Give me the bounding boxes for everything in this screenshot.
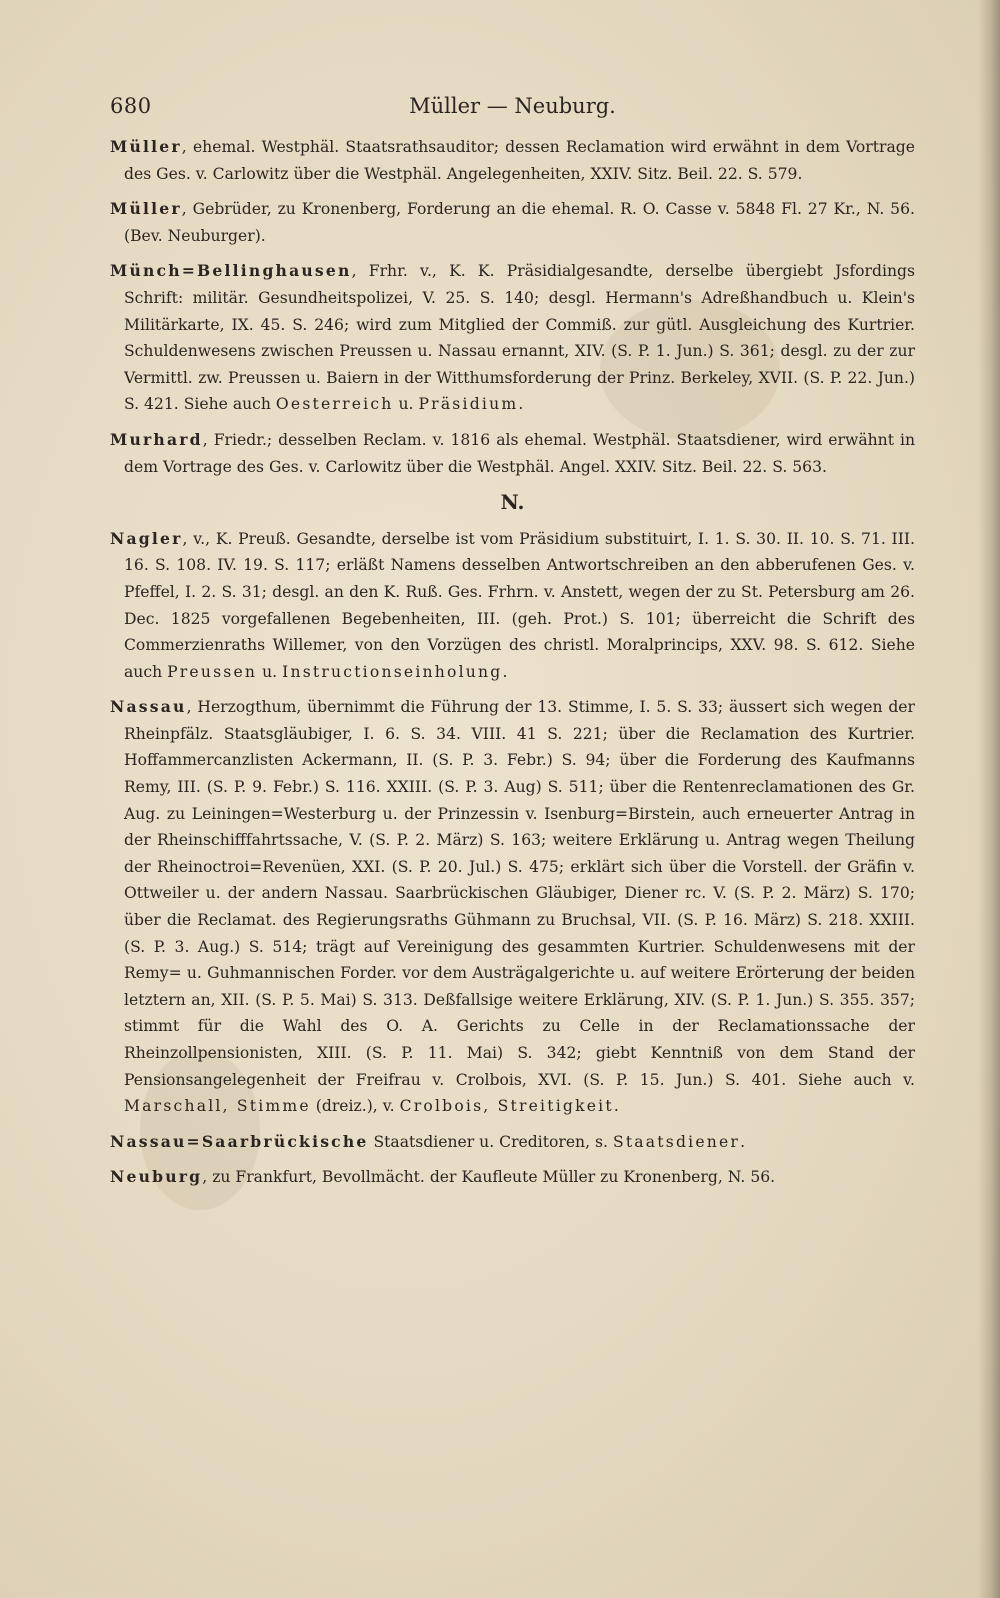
cross-reference: Staatsdiener xyxy=(612,1132,741,1151)
index-entry xyxy=(110,196,915,249)
page-header xyxy=(110,94,915,128)
entry-headword: Murhard xyxy=(110,429,203,449)
entry-body: , Gebrüder, zu Kronenberg, Forderung an die ehemal. R. O. Casse v. 5848 Fl. 27 Kr., N. 56. (Bev. Neuburger). xyxy=(124,200,915,245)
index-entry xyxy=(110,258,915,418)
entry-body: , zu Frankfurt, Bevollmächt. der Kaufleute Müller zu Kronenberg, N. 56. xyxy=(202,1168,776,1187)
entry-headword: Nassau xyxy=(110,697,187,717)
entry-end: . xyxy=(518,395,524,414)
entry-headword: Müller xyxy=(110,199,182,219)
entry-headword: Nagler xyxy=(110,528,183,548)
index-entry xyxy=(110,694,915,1120)
index-entry xyxy=(110,1164,915,1191)
page-number: 680 xyxy=(110,94,152,118)
entry-body: , ehemal. Westphäl. Staatsrathsauditor; dessen Reclamation wird erwähnt in dem Vortrage des Ges. v. Carlowitz über die Westphäl. Angelegenheiten, XXIV. Sitz. Beil. 22. S. 579. xyxy=(124,138,915,183)
entry-body: , Frhr. v., K. K. Präsidialgesandte, derselbe übergiebt Jsfordings Schrift: militär. Gesundheitspolizei, V. 25. S. 140; desgl. Hermann's Adreßhandbuch u. Klein's Militärkarte, IX. 45. S. 246; wird zum Mitglied der Commiß. zur gütl. Ausgleichung des Kurtrier. Schuldenwesens zwischen Preussen u. Nassau ernannt, XIV. (S. P. 1. Jun.) S. 361; desgl. zu der zur Vermittl. zw. Preussen u. Baiern in der Witthumsforderung der Prinz. Berkeley, XVII. (S. P. 22. Jun.) S. 421. Siehe auch xyxy=(124,262,915,414)
entry-end: . xyxy=(613,1097,619,1116)
entry-joiner: u. xyxy=(257,662,283,681)
index-content xyxy=(110,134,915,1200)
entry-headword: Müller xyxy=(110,137,182,156)
entry-body: , v., K. Preuß. Gesandte, derselbe ist vom Präsidium substituirt, I. 1. S. 30. II. 10. S. 71. III. 16. S. 108. IV. 19. S. 117; erläßt Namens desselben Antwortschreiben an den abberufenen Ges. v. Pfeffel, I. 2. S. 31; desgl. an den K. Ruß. Ges. Frhrn. v. Anstett, wegen der zu St. Petersburg am 26. Dec. 1825 vorgefallenen Begebenheiten, III. (geh. Prot.) S. 101; überreicht die Schrift des Commerzienraths Willemer, von den Vorzügen des christl. Moralprincips, XXV. 98. S. 612. Siehe auch xyxy=(124,529,915,681)
cross-reference: Crolbois, Streitigkeit xyxy=(399,1097,614,1116)
cross-reference: Instructionseinholung xyxy=(282,662,503,681)
cross-reference: Präsidium xyxy=(418,395,519,414)
index-entry xyxy=(110,526,915,686)
entry-body: Staatsdiener u. Creditoren, s. xyxy=(368,1132,613,1151)
entry-headword: Neuburg xyxy=(110,1167,203,1187)
cross-reference: Oesterreich xyxy=(275,395,394,414)
entry-joiner: (dreiz.), v. xyxy=(310,1097,400,1116)
index-entry xyxy=(110,134,915,187)
entry-headword: Nassau=Saarbrückische xyxy=(110,1131,369,1151)
entry-end: . xyxy=(502,662,508,681)
entry-body: , Friedr.; desselben Reclam. v. 1816 als ehemal. Westphäl. Staatsdiener, wird erwähnt in dem Vortrage des Ges. v. Carlowitz über die Westphäl. Angel. XXIV. Sitz. Beil. 22. S. 563. xyxy=(124,430,915,476)
entry-joiner: u. xyxy=(393,395,419,414)
index-entry xyxy=(110,1129,915,1156)
cross-reference: Preussen xyxy=(167,662,258,681)
cross-reference: Marschall, Stimme xyxy=(124,1097,311,1116)
index-entry xyxy=(110,427,915,480)
entry-headword: Münch=Bellinghausen xyxy=(110,261,352,281)
entry-end: . xyxy=(740,1132,746,1151)
entry-body: , Herzogthum, übernimmt die Führung der 13. Stimme, I. 5. S. 33; äussert sich wegen der Rheinpfälz. Staatsgläubiger, I. 6. S. 34. VIII. 41 S. 221; über die Reclamation des Kurtrier. Hoffammercanzlisten Ackermann, II. (S. P. 3. Febr.) S. 94; über die Forderung des Kaufmanns Remy, III. (S. P. 9. Febr.) S. 116. XXIII. (S. P. 3. Aug) S. 511; über die Rentenreclamationen des Gr. Aug. zu Leiningen=Westerburg u. der Prinzessin v. Isenburg=Birstein, auch erneuerter Antrag in der Rheinschifffahrtssache, V. (S. P. 2. März) S. 163; weitere Erklärung u. Antrag wegen Theilung der Rheinoctroi=Revenüen, XXI. (S. P. 20. Jul.) S. 475; erklärt sich über die Vorstell. der Gräfin v. Ottweiler u. der andern Nassau. Saarbrückischen Gläubiger, Diener rc. V. (S. P. 2. März) S. 170; über die Reclamat. des Regierungsraths Gühmann zu Bruchsal, VII. (S. P. 16. März) S. 218. XXIII. (S. P. 3. Aug.) S. 514; trägt auf Vereinigung des gesammten Kurtrier. Schuldenwesens mit der Remy= u. Guhmannischen Forder. vor dem Austrägalgerichte u. auf weitere Erörterung der beiden letztern an, XII. (S. P. 5. Mai) S. 313. Deßfallsige weitere Erklärung, XIV. (S. P. 1. Jun.) S. 355. 357; stimmt für die Wahl des O. A. Gerichts zu Celle in der Reclamationssache der Rheinzollpensionisten, XIII. (S. P. 11. Mai) S. 342; giebt Kenntniß von dem Stand der Pensionsangelegenheit der Freifrau v. Crolbois, XVI. (S. P. 15. Jun.) S. 401. Siehe auch v. xyxy=(124,698,915,1089)
page-spine-shadow xyxy=(978,0,1000,1598)
running-head: Müller — Neuburg. xyxy=(409,94,616,118)
section-letter: N. xyxy=(500,490,525,515)
